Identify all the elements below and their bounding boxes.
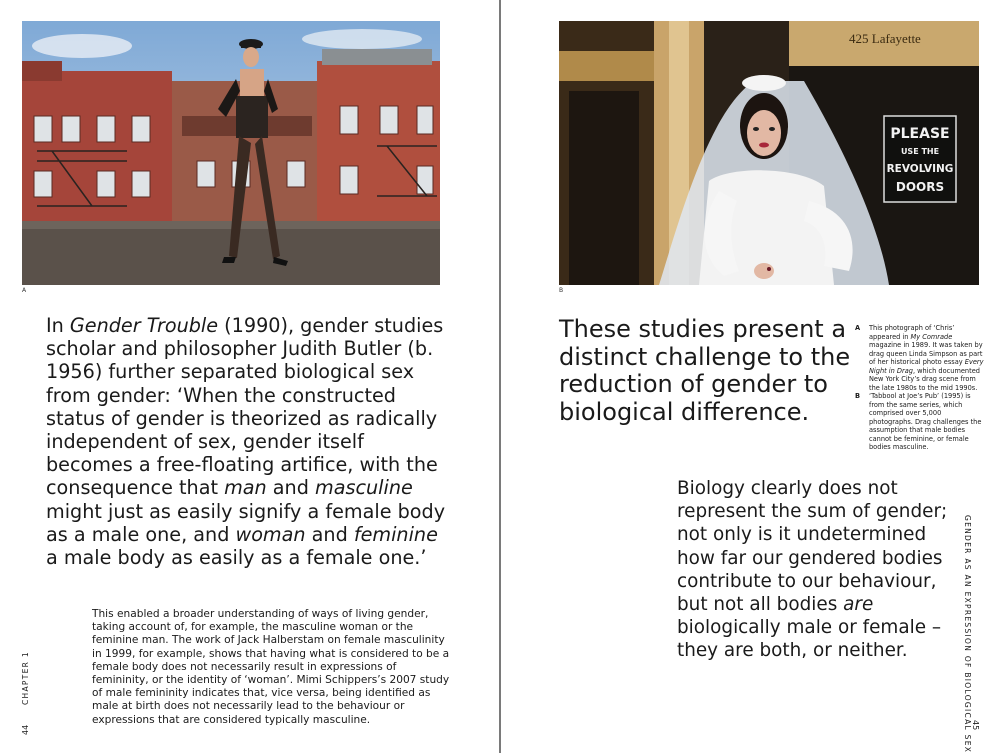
running-head-section: GENDER AS AN EXPRESSION OF BIOLOGICAL SEX	[963, 515, 972, 753]
photo-a-rooftop	[22, 21, 440, 285]
caption-a	[855, 324, 985, 392]
caption-letter: A	[855, 324, 861, 332]
photo-b-bride	[559, 21, 979, 285]
page-number-44: 44	[21, 724, 30, 735]
body-paragraph: This enabled a broader understanding of ways of living gender, taking account of, for example, the masculine woman or the feminine man. The work of Jack Halberstam on female masculinity in 1999, for example, shows that having what is considered to be a female body does not necessarily result in expressions of femininity, or the identity of ‘woman’. Mimi Schippers’s 2007 study of male femininity indicates that, vice versa, being identified as male at birth does not necessarily lead to the behaviour or expressions that are considered typically masculine.	[92, 608, 450, 726]
captions	[855, 324, 985, 452]
sign-text-line: USE THE	[900, 147, 940, 156]
pull-quote: These studies present a distinct challenge to the reduction of gender to biological difference.	[559, 315, 851, 426]
right-body-paragraph: Biology clearly does not represent the sum of gender; not only is it undetermined how far our gendered bodies contribute to our behaviour, but not all bodies are biologically male or female – they are both, or neither.	[677, 478, 948, 662]
page-number-45: 45	[971, 720, 980, 731]
sign-text-line: REVOLVING	[886, 163, 954, 175]
caption-letter: B	[855, 392, 861, 400]
caption-text: This photograph of ‘Chris’ appeared in My Comrade magazine in 1989. It was taken by drag queen Linda Simpson as part of her historical photo essay Every Night in Drag, which documented New York City’s drag scene from the late 1980s to the mid 1990s.	[869, 324, 984, 392]
running-head-chapter: CHAPTER 1	[21, 651, 30, 705]
right-page	[501, 0, 1000, 753]
plate-label-b: B	[559, 287, 564, 294]
lead-paragraph: In Gender Trouble (1990), gender studies scholar and philosopher Judith Butler (b. 1956) further separated biological sex from gender: ‘When the constructed status of gender is theorized as radically independent of sex, gender itself becomes a free-floating artifice, with the consequence that man and masculine might just as easily signify a female body as a male one, and woman and feminine a male body as easily as a female one.’	[46, 314, 446, 570]
sign-text-line: DOORS	[895, 180, 945, 194]
plate-label-a: A	[22, 287, 27, 294]
caption-b	[855, 392, 985, 452]
caption-text: ‘Tabbool at Joe’s Pub’ (1995) is from the same series, which comprised over 5,000 photographs. Drag challenges the assumption that male bodies cannot be feminine, or female bodies masculine.	[869, 392, 982, 451]
photo-address-text: 425 Lafayette	[849, 31, 921, 46]
sign-text-line: PLEASE	[890, 126, 950, 142]
left-page	[0, 0, 499, 753]
